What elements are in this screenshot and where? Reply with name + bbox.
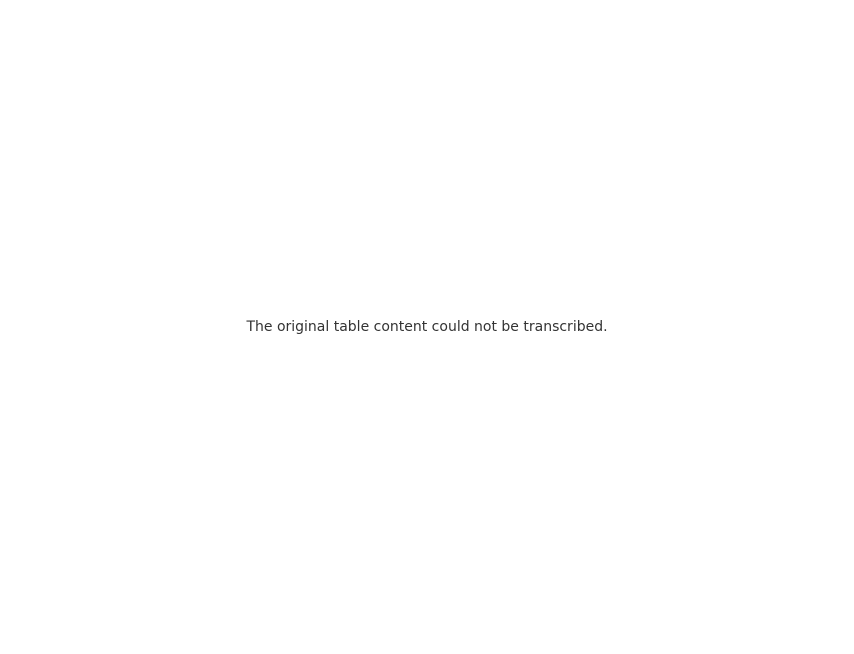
fallback-message: The original table content could not be transcribed. <box>246 319 608 335</box>
